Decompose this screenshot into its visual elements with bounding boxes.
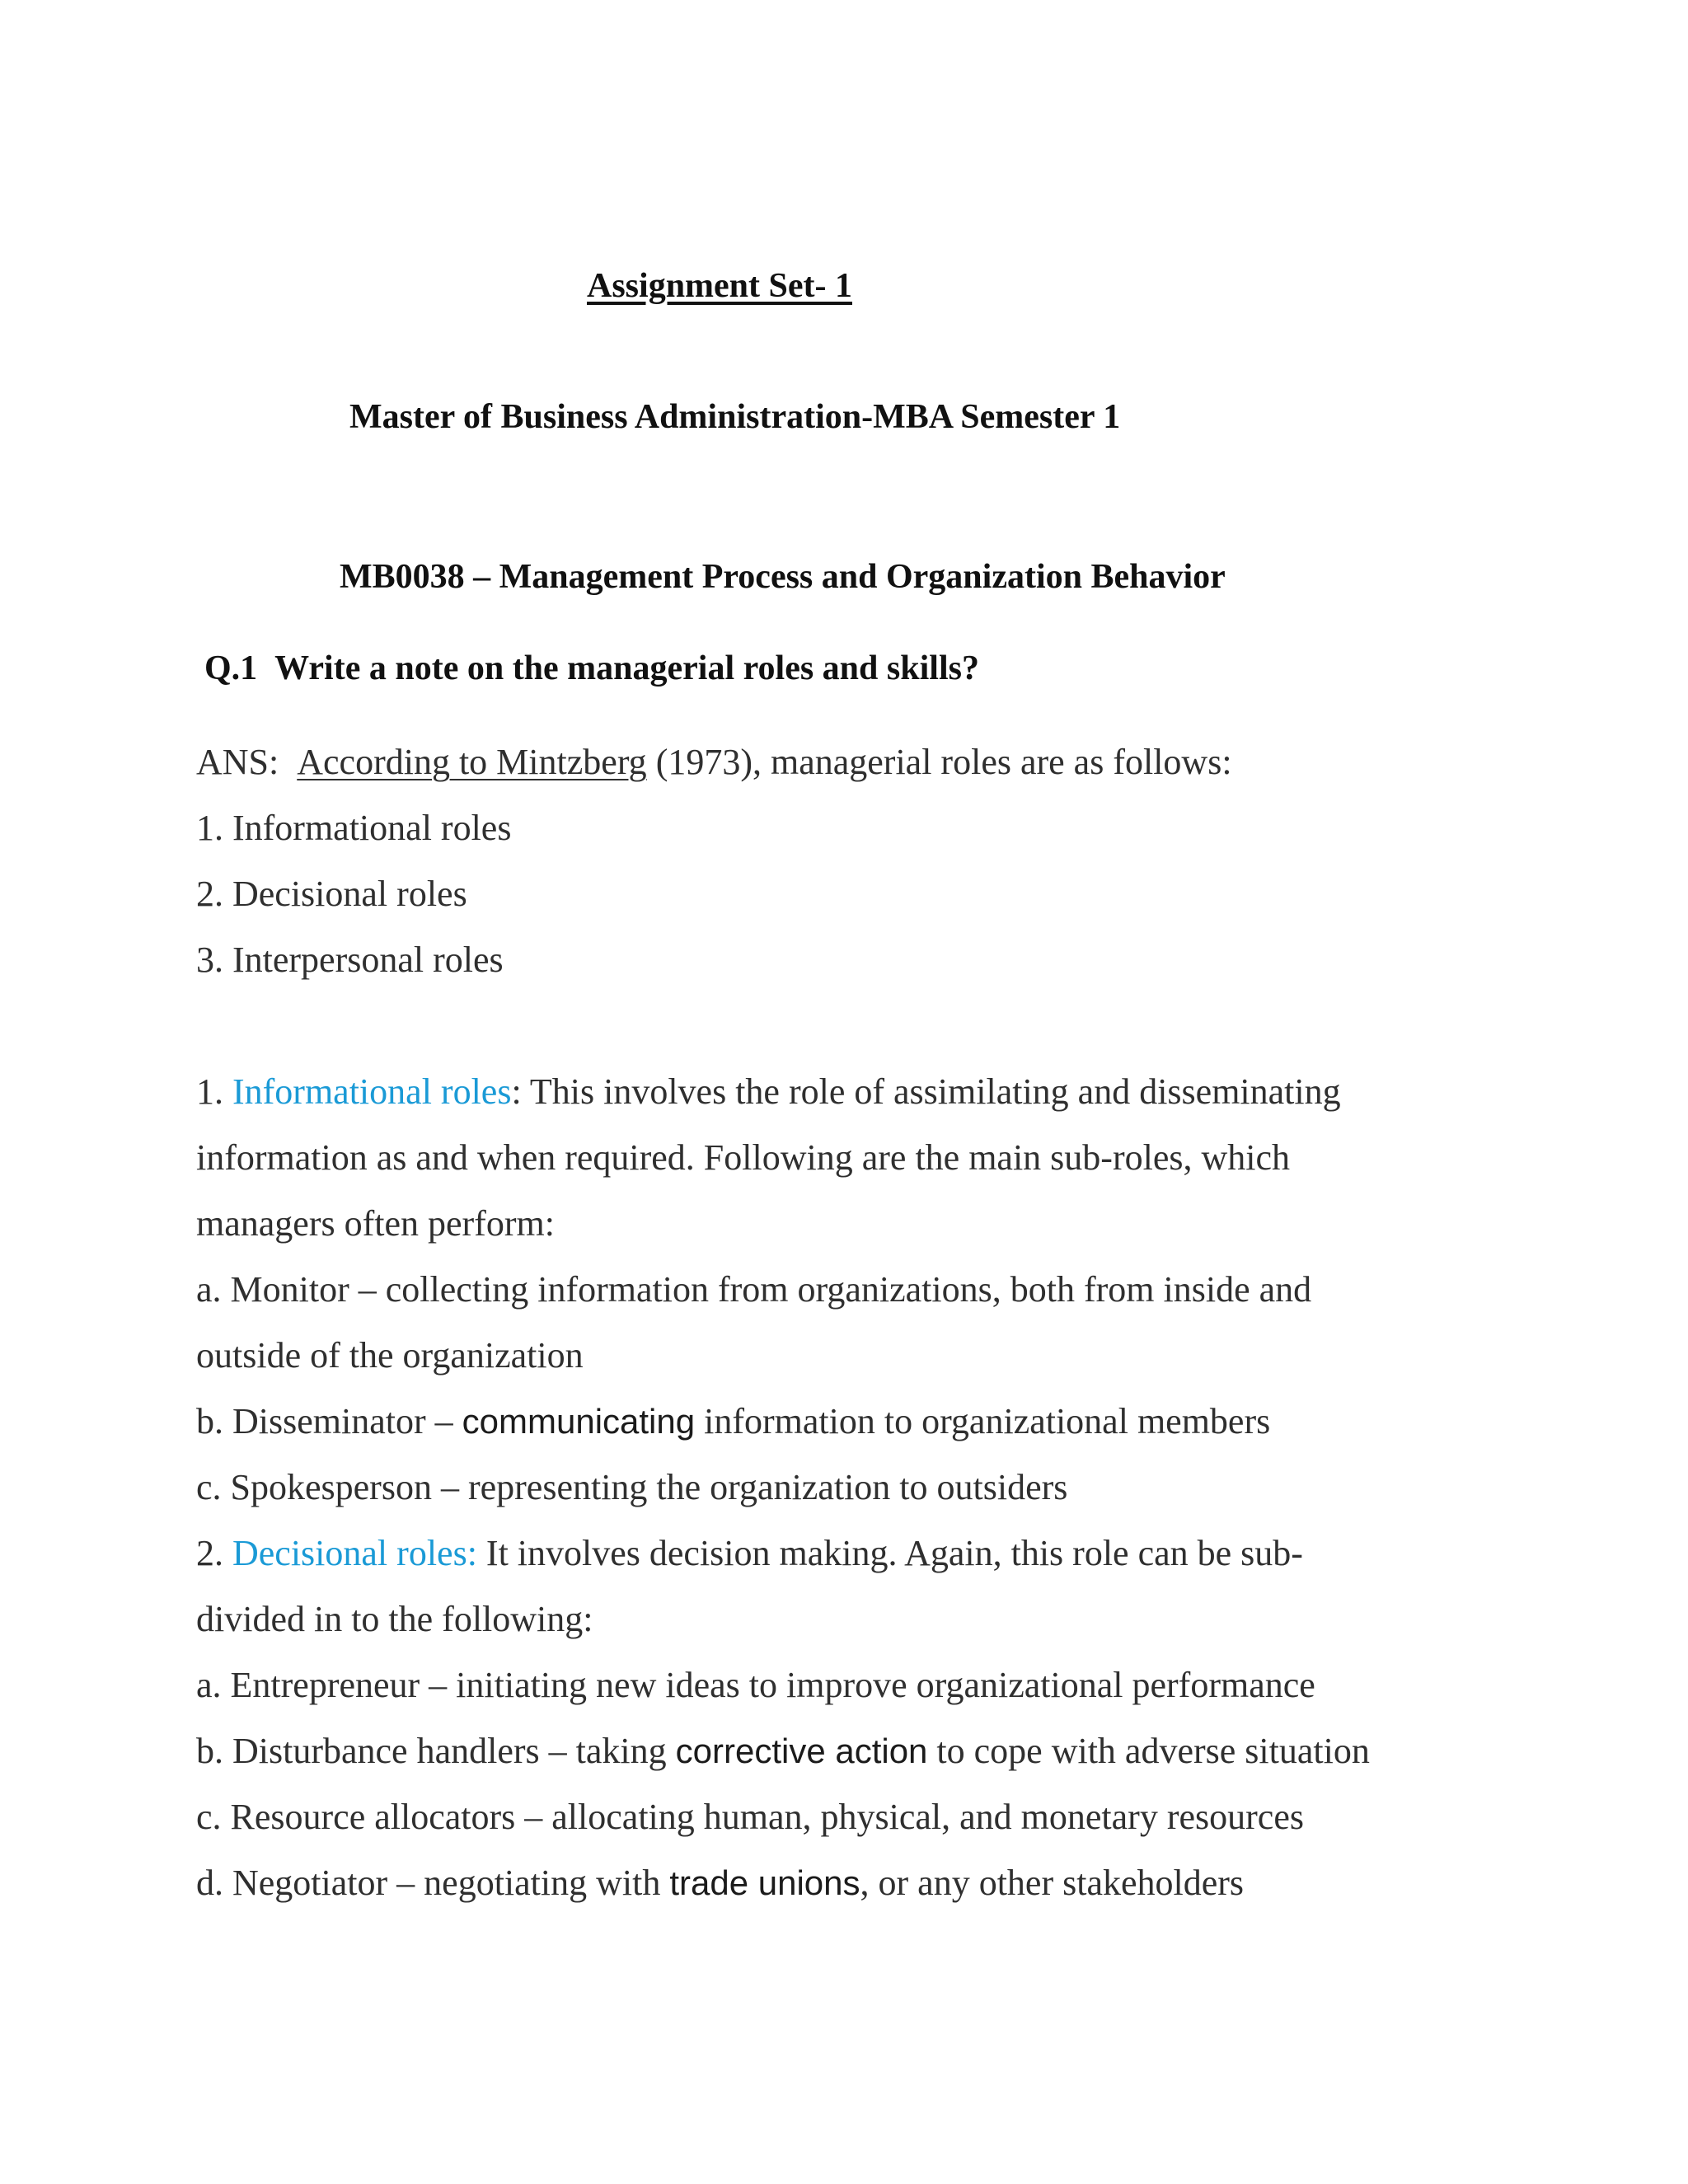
informational-number: 1. — [196, 1071, 232, 1112]
resource-allocators-line: c. Resource allocators – allocating human, physical, and monetary resources — [196, 1797, 1304, 1837]
monitor-line-1: a. Monitor – collecting information from organizations, both from inside and — [196, 1269, 1312, 1310]
decisional-line-1-text: It involves decision making. Again, this role can be sub- — [476, 1533, 1303, 1573]
disturbance-text: b. Disturbance handlers – taking — [196, 1731, 676, 1771]
mintzberg-link[interactable]: According to Mintzberg — [297, 742, 647, 782]
decisional-number: 2. — [196, 1533, 232, 1573]
decisional-line-1 — [196, 1535, 1303, 1572]
question-text: Write a note on the managerial roles and skills? — [274, 649, 979, 687]
communicating-term: communicating — [462, 1402, 696, 1441]
negotiator-text-end: , or any other stakeholders — [860, 1863, 1245, 1903]
informational-line-1 — [196, 1071, 1341, 1112]
program-title: Master of Business Administration-MBA Semester 1 — [349, 398, 1121, 436]
monitor-line-2: outside of the organization — [196, 1335, 584, 1376]
negotiator-text: d. Negotiator – negotiating with — [196, 1863, 670, 1903]
assignment-title: Assignment Set- 1 — [587, 267, 852, 305]
entrepreneur-line: a. Entrepreneur – initiating new ideas to improve organizational performance — [196, 1665, 1315, 1705]
course-title: MB0038 – Management Process and Organization Behavior — [340, 558, 1226, 596]
roles-list-item: 1. Informational roles — [196, 808, 512, 848]
disturbance-handlers-line — [196, 1733, 1370, 1769]
question-label: Q.1 — [204, 649, 258, 687]
disseminator-text: b. Disseminator – — [196, 1401, 462, 1441]
disseminator-line — [196, 1401, 1271, 1441]
informational-line-2: information as and when required. Following are the main sub-roles, which — [196, 1137, 1291, 1178]
negotiator-line — [196, 1865, 1244, 1901]
roles-list-item: 2. Decisional roles — [196, 874, 467, 914]
answer-prefix: ANS: — [196, 742, 279, 782]
disturbance-text-end: to cope with adverse situation — [927, 1731, 1370, 1771]
informational-roles-heading: Informational roles — [232, 1071, 512, 1112]
decisional-line-2: divided in to the following: — [196, 1599, 593, 1639]
disseminator-text-end: information to organizational members — [695, 1401, 1271, 1441]
trade-unions-term: trade unions — [669, 1863, 860, 1902]
spokesperson-line: c. Spokesperson – representing the organization to outsiders — [196, 1467, 1068, 1507]
corrective-action-term: corrective action — [675, 1732, 928, 1770]
decisional-roles-heading: Decisional roles: — [232, 1533, 477, 1573]
question-heading — [204, 651, 979, 686]
answer-intro — [196, 744, 1232, 780]
informational-line-1-text: : This involves the role of assimilating and disseminating — [511, 1071, 1341, 1112]
roles-list-item: 3. Interpersonal roles — [196, 940, 504, 980]
answer-intro-rest: (1973), managerial roles are as follows: — [646, 742, 1232, 782]
informational-line-3: managers often perform: — [196, 1203, 555, 1244]
